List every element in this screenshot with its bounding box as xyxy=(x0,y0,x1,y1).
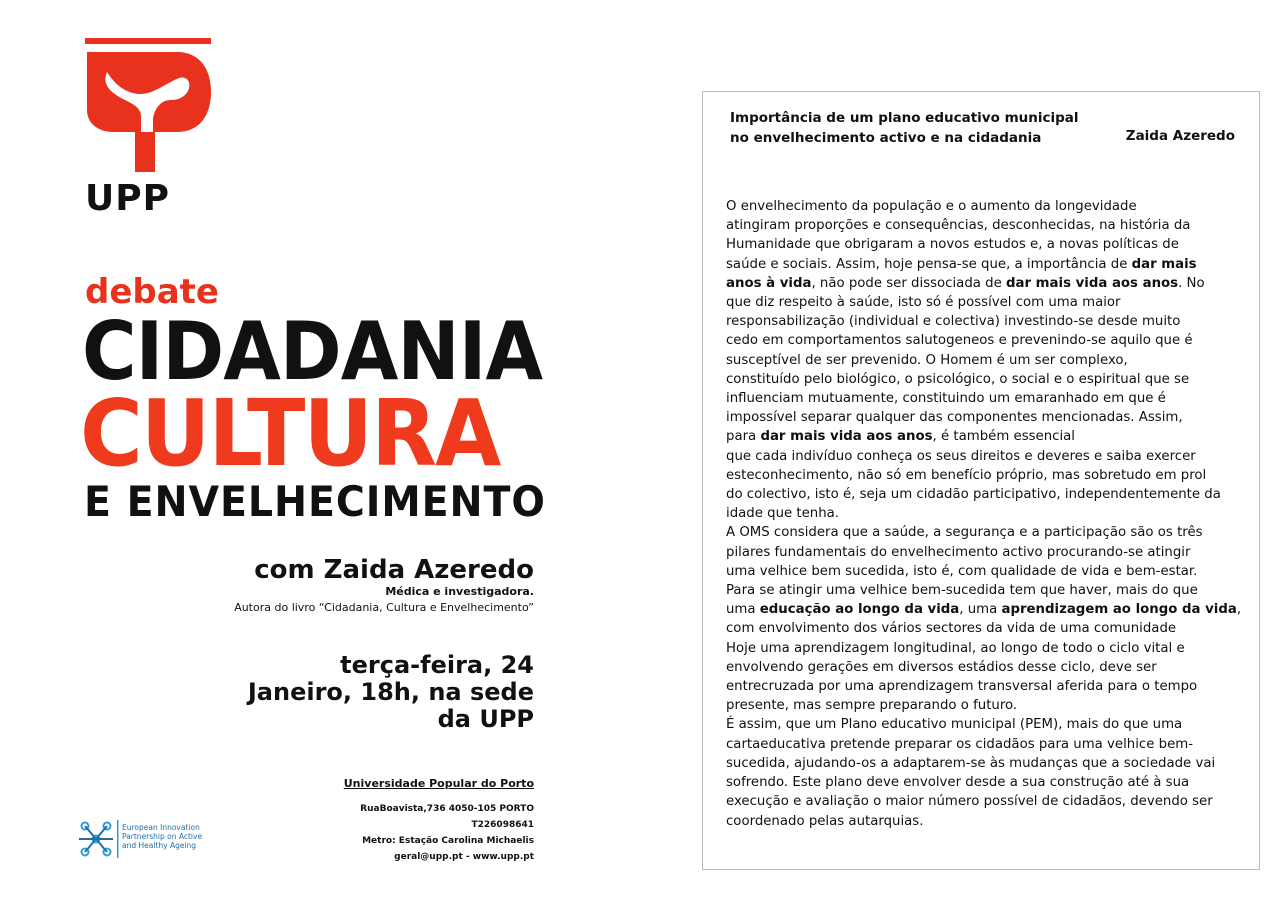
body-line: O envelhecimento da população e o aumento da longevidade xyxy=(726,199,1137,214)
article-title-line-1: Importância de um plano educativo municipal xyxy=(730,110,1079,126)
speaker-role: Médica e investigadora. xyxy=(385,585,534,598)
body-line: cartaeducativa pretende preparar os cidadãos para uma velhice bem- xyxy=(726,736,1194,752)
speaker-book: Autora do livro “Cidadania, Cultura e Envelhecimento” xyxy=(234,601,534,614)
body-line: cedo em comportamentos salutogeneos e prevenindo-se aquilo que é xyxy=(726,333,1193,349)
body-line: para dar mais vida aos anos, é também essencial xyxy=(726,429,1075,445)
body-line: Humanidade que obrigaram a novos estudos e, a novas políticas de xyxy=(726,237,1179,253)
body-line: atingiram proporções e consequências, desconhecidas, na história da xyxy=(726,218,1191,234)
phone: T226098641 xyxy=(471,820,534,830)
upp-logo-text: UPP xyxy=(85,178,171,219)
eip-aha-text xyxy=(122,823,202,850)
email-web: geral@upp.pt - www.upp.pt xyxy=(394,852,534,862)
article-body xyxy=(726,197,1246,831)
speaker-name: com Zaida Azeredo xyxy=(254,555,534,585)
body-line: É assim, que um Plano educativo municipal (PEM), mais do que uma xyxy=(726,717,1183,733)
body-line: esteconhecimento, não só em benefício próprio, mas sobretudo em prol xyxy=(726,467,1207,483)
body-line: impossível separar qualquer das componentes mencionadas. Assim, xyxy=(726,410,1183,426)
body-line: pilares fundamentais do envelhecimento activo procurando-se atingir xyxy=(726,544,1191,560)
body-line: responsabilização (individual e colectiva) investindo-se desde muito xyxy=(726,314,1181,330)
address: RuaBoavista,736 4050-105 PORTO xyxy=(360,804,534,814)
body-line: Para se atingir uma velhice bem-sucedida tem que haver, mais do que xyxy=(726,583,1198,599)
date-line-1: terça-feira, 24 xyxy=(340,651,534,679)
body-line: com envolvimento dos vários sectores da vida de uma comunidade xyxy=(726,621,1177,637)
body-line: A OMS considera que a saúde, a segurança e a participação são os três xyxy=(726,525,1203,541)
body-line: uma velhice bem sucedida, isto é, com qualidade de vida e bem-estar. xyxy=(726,563,1198,579)
organization-contacts xyxy=(360,801,534,865)
body-line: constituído pelo biológico, o psicológico, o social e o espiritual que se xyxy=(726,371,1190,387)
body-line: do colectivo, isto é, seja um cidadão participativo, independentemente da xyxy=(726,487,1221,503)
body-line: susceptível de ser prevenido. O Homem é um ser complexo, xyxy=(726,352,1128,368)
event-date xyxy=(248,652,534,733)
body-line: presente, mas sempre preparando o futuro. xyxy=(726,698,1018,714)
article-author: Zaida Azeredo xyxy=(1125,128,1235,144)
body-line: coordenado pelas autarquias. xyxy=(726,813,924,829)
date-line-2: Janeiro, 18h, na sede xyxy=(247,678,534,706)
body-line: envolvendo gerações em diversos estádios desse ciclo, deve ser xyxy=(726,659,1157,675)
title-cidadania: CIDADANIA xyxy=(82,305,543,398)
body-line: sofrendo. Este plano deve envolver desde a sua construção até à sua xyxy=(726,775,1190,791)
body-line: que cada indivíduo conheça os seus direitos e deveres e saiba exercer xyxy=(726,448,1196,464)
metro: Metro: Estação Carolina Michaelis xyxy=(362,836,534,846)
body-line: entrecruzada por uma aprendizagem transversal aferida para o tempo xyxy=(726,679,1198,695)
title-envelhecimento: E ENVELHECIMENTO xyxy=(84,477,546,526)
article-title-line-2: no envelhecimento activo e na cidadania xyxy=(730,130,1042,146)
body-line: execução e avaliação o maior número possível de cidadãos, devendo ser xyxy=(726,794,1213,810)
body-line: que diz respeito à saúde, isto só é possível com uma maior xyxy=(726,295,1121,311)
body-line: influenciam mutuamente, constituindo um emaranhado em que é xyxy=(726,391,1166,407)
organization-name: Universidade Popular do Porto xyxy=(343,777,534,790)
body-line: Hoje uma aprendizagem longitudinal, ao longo de todo o ciclo vital e xyxy=(726,640,1185,656)
body-line: saúde e sociais. Assim, hoje pensa-se que, a importância de dar mais xyxy=(726,256,1197,272)
body-line: anos à vida, não pode ser dissociada de dar mais vida aos anos. No xyxy=(726,275,1205,291)
eip-line-3: and Healthy Ageing xyxy=(122,841,197,850)
eip-line-1: European Innovation xyxy=(122,823,200,832)
body-line: sucedida, ajudando-os a adaptarem-se às mudanças que a sociedade vai xyxy=(726,755,1216,771)
title-cultura: CULTURA xyxy=(80,380,500,487)
article-panel xyxy=(702,91,1260,870)
debate-kicker: debate xyxy=(85,272,219,312)
body-line: idade que tenha. xyxy=(726,506,840,522)
article-title xyxy=(730,108,1079,148)
eip-line-2: Partnership on Active xyxy=(122,832,203,841)
date-line-3: da UPP xyxy=(437,705,534,733)
body-line: uma educação ao longo da vida, uma aprendizagem ao longo da vida, xyxy=(726,602,1242,618)
